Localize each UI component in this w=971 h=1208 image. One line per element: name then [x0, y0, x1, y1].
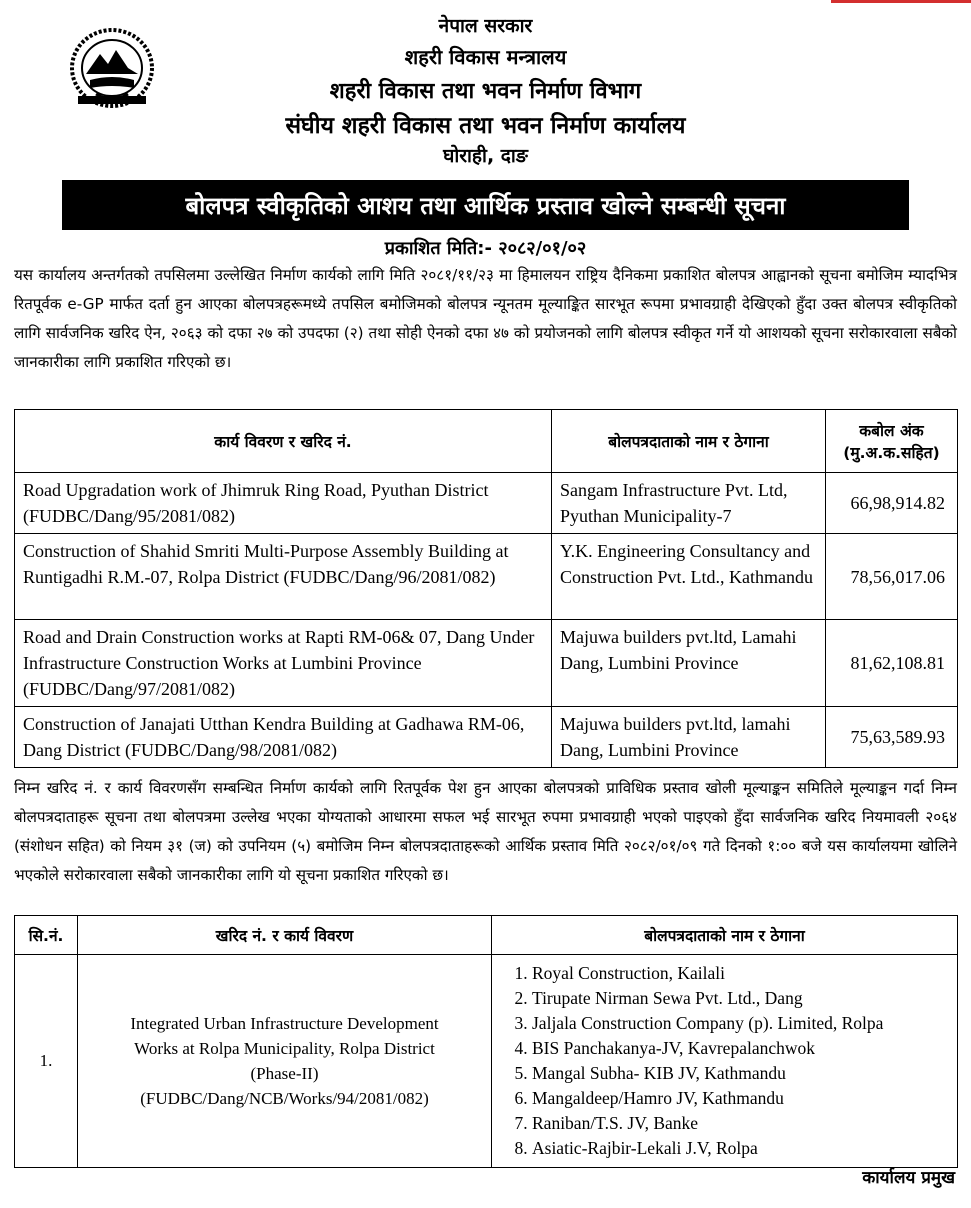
ministry-name: शहरी विकास मन्त्रालय	[404, 45, 567, 69]
office-location: घोराही, दाङ	[443, 145, 528, 167]
work-cell: Road and Drain Construction works at Rapti RM-06& 07, Dang Under Infrastructure Construction Works at Lumbini Province (FUDBC/Dang/97/2081/082)	[15, 620, 552, 707]
work-header: कार्य विवरण र खरिद नं.	[15, 410, 552, 473]
intro-paragraph: यस कार्यालय अन्तर्गतको तपसिलमा उल्लेखित निर्माण कार्यको लागि मिति २०८१/११/२३ मा हिमालयन राष्ट्रिय दैनिकमा प्रकाशित बोलपत्र आह्वानको सूचना बमोजिम म्यादभित्र रितपूर्वक e-GP मार्फत दर्ता हुन आएका बोलपत्रहरूमध्ये तपसिल बमोजिमको बोलपत्र न्यूनतम मूल्याङ्कित सारभूत रूपमा प्रभावग्राही देखिएको हुँदा उक्त बोलपत्र स्वीकृतिको लागि सार्वजनिक खरिद ऐन, २०६३ को दफा २७ को उपदफा (२) तथा सोही ऐनको दफा ४७ को प्रयोजनको लागि बोलपत्र स्वीकृत गर्ने यो आशयको सूचना सरोकारवाला सबैको जानकारीका लागि प्रकाशित गरिएको छ।	[14, 266, 957, 371]
table-header-row	[15, 916, 958, 955]
signature-office-chief: कार्यालय प्रमुख	[862, 1168, 955, 1188]
intent-table	[14, 409, 958, 768]
work-cell: Construction of Janajati Utthan Kendra Building at Gadhawa RM-06, Dang District (FUDBC/Dang/98/2081/082)	[15, 707, 552, 768]
bidders-cell	[492, 955, 958, 1168]
work-line: Works at Rolpa Municipality, Rolpa District	[134, 1039, 435, 1058]
amount-cell: 78,56,017.06	[826, 534, 958, 620]
table-row	[15, 955, 958, 1168]
list-item: 5. Mangal Subha- KIB JV, Kathmandu	[532, 1061, 957, 1086]
list-item: 4. BIS Panchakanya-JV, Kavrepalanchwok	[532, 1036, 957, 1061]
bidder-cell: Sangam Infrastructure Pvt. Ltd, Pyuthan Municipality-7	[552, 473, 826, 534]
bidder-cell: Majuwa builders pvt.ltd, Lamahi Dang, Lumbini Province	[552, 620, 826, 707]
amount-cell: 75,63,589.93	[826, 707, 958, 768]
list-item: 7. Raniban/T.S. JV, Banke	[532, 1111, 957, 1136]
work-line: Integrated Urban Infrastructure Development	[130, 1014, 439, 1033]
amount-header-line1: कबोल अंक	[859, 422, 924, 440]
bidder-cell: Majuwa builders pvt.ltd, lamahi Dang, Lumbini Province	[552, 707, 826, 768]
serial-cell: 1.	[15, 955, 78, 1168]
department-name: शहरी विकास तथा भवन निर्माण विभाग	[329, 79, 642, 104]
table-header-row	[15, 410, 958, 473]
list-item: 3. Jaljala Construction Company (p). Limited, Rolpa	[532, 1011, 957, 1036]
work-cell	[78, 955, 492, 1168]
work-cell: Road Upgradation work of Jhimruk Ring Road, Pyuthan District (FUDBC/Dang/95/2081/082)	[15, 473, 552, 534]
amount-cell: 81,62,108.81	[826, 620, 958, 707]
office-name: संघीय शहरी विकास तथा भवन निर्माण कार्यालय	[285, 113, 686, 139]
published-date-line	[0, 236, 971, 260]
table-row	[15, 707, 958, 768]
work-cell: Construction of Shahid Smriti Multi-Purpose Assembly Building at Runtigadhi R.M.-07, Rolpa District (FUDBC/Dang/96/2081/082)	[15, 534, 552, 620]
amount-header	[826, 410, 958, 473]
bidder-cell: Y.K. Engineering Consultancy and Construction Pvt. Ltd., Kathmandu	[552, 534, 826, 620]
list-item: 2. Tirupate Nirman Sewa Pvt. Ltd., Dang	[532, 986, 957, 1011]
amount-cell: 66,98,914.82	[826, 473, 958, 534]
published-label: प्रकाशित मिति:-	[384, 238, 492, 259]
work-line: (FUDBC/Dang/NCB/Works/94/2081/082)	[140, 1089, 429, 1108]
amount-header-line2: (मु.अ.क.सहित)	[843, 444, 940, 462]
list-item: 8. Asiatic-Rajbir-Lekali J.V, Rolpa	[532, 1136, 957, 1161]
published-date: २०८२/०१/०२	[498, 238, 587, 259]
list-item: 1. Royal Construction, Kailali	[532, 961, 957, 986]
serial-header: सि.नं.	[15, 916, 78, 955]
bidder-list	[506, 961, 957, 1161]
opening-paragraph: निम्न खरिद नं. र कार्य विवरणसँग सम्बन्धित निर्माण कार्यको लागि रितपूर्वक पेश हुन आएका बोलपत्रको प्राविधिक प्रस्ताव खोली मूल्याङ्कन समितिले मूल्याङ्कन गर्दा निम्न बोलपत्रदाताहरू सूचना तथा बोलपत्रमा उल्लेख भएका योग्यताको आधारमा सफल भई सारभूत रुपमा प्रभावग्राही भएको पाइएको हुँदा सार्वजनिक खरिद नियमावली २०६४ (संशोधन सहित) को नियम ३१ (ज) को उपनियम (५) बमोजिम निम्न बोलपत्रदाताहरूको आर्थिक प्रस्ताव मिति २०८२/०१/०९ गते दिनको १:०० बजे यस कार्यालयमा खोलिने भएकोले सरोकारवाला सबैको जानकारीका लागि यो सूचना प्रकाशित गरिएको छ।	[14, 779, 957, 884]
table-row	[15, 534, 958, 620]
table-row	[15, 620, 958, 707]
government-name: नेपाल सरकार	[438, 15, 533, 37]
notice-title: बोलपत्र स्वीकृतिको आशय तथा आर्थिक प्रस्ताव खोल्ने सम्बन्धी सूचना	[62, 180, 909, 230]
table-row	[15, 473, 958, 534]
bidders-header: बोलपत्रदाताको नाम र ठेगाना	[492, 916, 958, 955]
bidder-header: बोलपत्रदाताको नाम र ठेगाना	[552, 410, 826, 473]
corner-accent	[831, 0, 971, 3]
work-header: खरिद नं. र कार्य विवरण	[78, 916, 492, 955]
list-item: 6. Mangaldeep/Hamro JV, Kathmandu	[532, 1086, 957, 1111]
work-line: (Phase-II)	[250, 1064, 319, 1083]
opening-table	[14, 915, 958, 1168]
